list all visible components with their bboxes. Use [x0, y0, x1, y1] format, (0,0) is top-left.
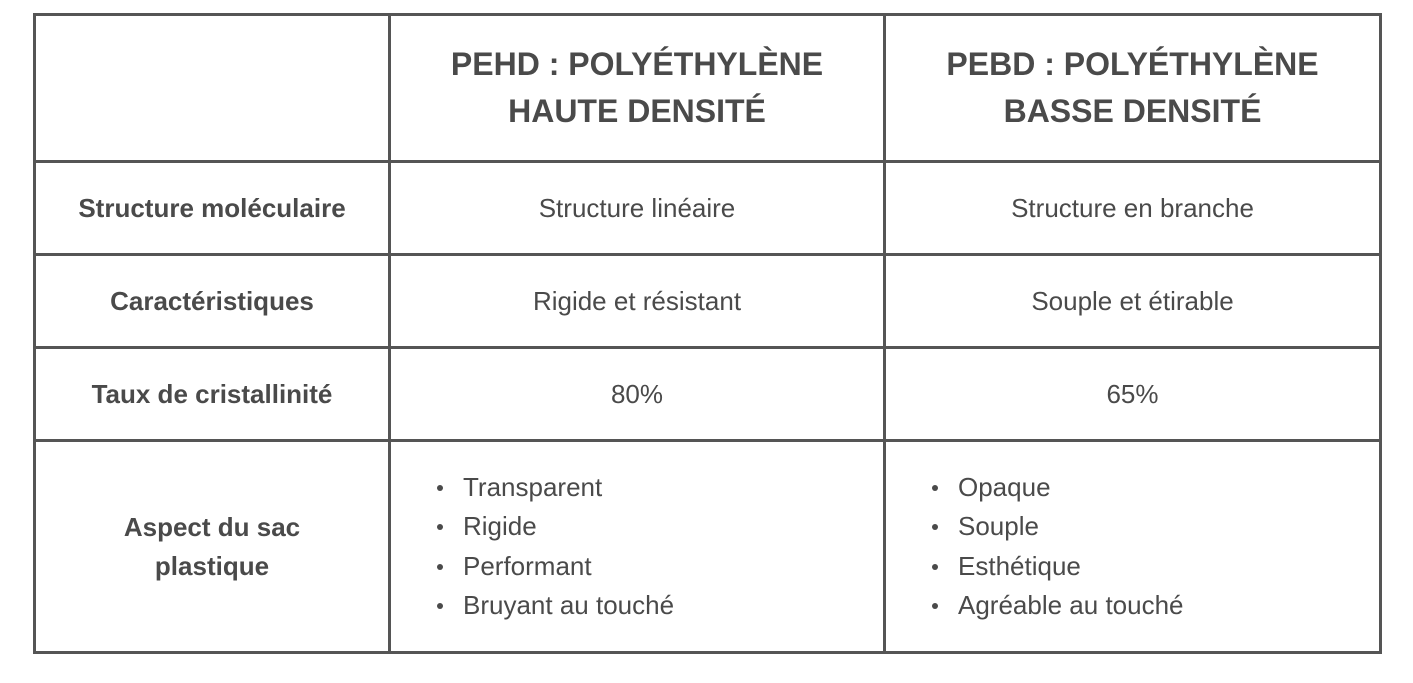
list-item: Performant: [463, 547, 674, 587]
list-item: Rigide: [463, 507, 674, 547]
list-item: Agréable au touché: [958, 586, 1184, 626]
column-header-pebd-line2: BASSE DENSITÉ: [1003, 93, 1262, 129]
table-corner-cell: [36, 16, 391, 163]
row-header-aspect-line2: plastique: [154, 550, 270, 581]
column-header-pehd: [391, 16, 886, 163]
cell-aspect-pehd: [391, 442, 886, 651]
row-header-cristallinite: Taux de cristallinité: [36, 349, 391, 442]
list-item: Souple: [958, 507, 1184, 547]
row-header-structure: Structure moléculaire: [36, 163, 391, 256]
column-header-pebd-line1: PEBD : POLYÉTHYLÈNE: [946, 46, 1319, 82]
cell-structure-pebd: Structure en branche: [886, 163, 1379, 256]
aspect-pebd-list: [886, 468, 1184, 626]
cell-cristallinite-pebd: 65%: [886, 349, 1379, 442]
column-header-pebd: [886, 16, 1379, 163]
row-header-aspect-line1: Aspect du sac: [123, 511, 301, 542]
comparison-table: [33, 13, 1382, 654]
list-item: Bruyant au touché: [463, 586, 674, 626]
column-header-pehd-line1: PEHD : POLYÉTHYLÈNE: [450, 46, 824, 82]
list-item: Transparent: [463, 468, 674, 508]
cell-caracteristiques-pehd: Rigide et résistant: [391, 256, 886, 349]
column-header-pehd-line2: HAUTE DENSITÉ: [508, 93, 766, 129]
cell-caracteristiques-pebd: Souple et étirable: [886, 256, 1379, 349]
row-header-aspect: [36, 442, 391, 651]
cell-structure-pehd: Structure linéaire: [391, 163, 886, 256]
list-item: Opaque: [958, 468, 1184, 508]
row-header-caracteristiques: Caractéristiques: [36, 256, 391, 349]
list-item: Esthétique: [958, 547, 1184, 587]
aspect-pehd-list: [391, 468, 674, 626]
cell-cristallinite-pehd: 80%: [391, 349, 886, 442]
cell-aspect-pebd: [886, 442, 1379, 651]
